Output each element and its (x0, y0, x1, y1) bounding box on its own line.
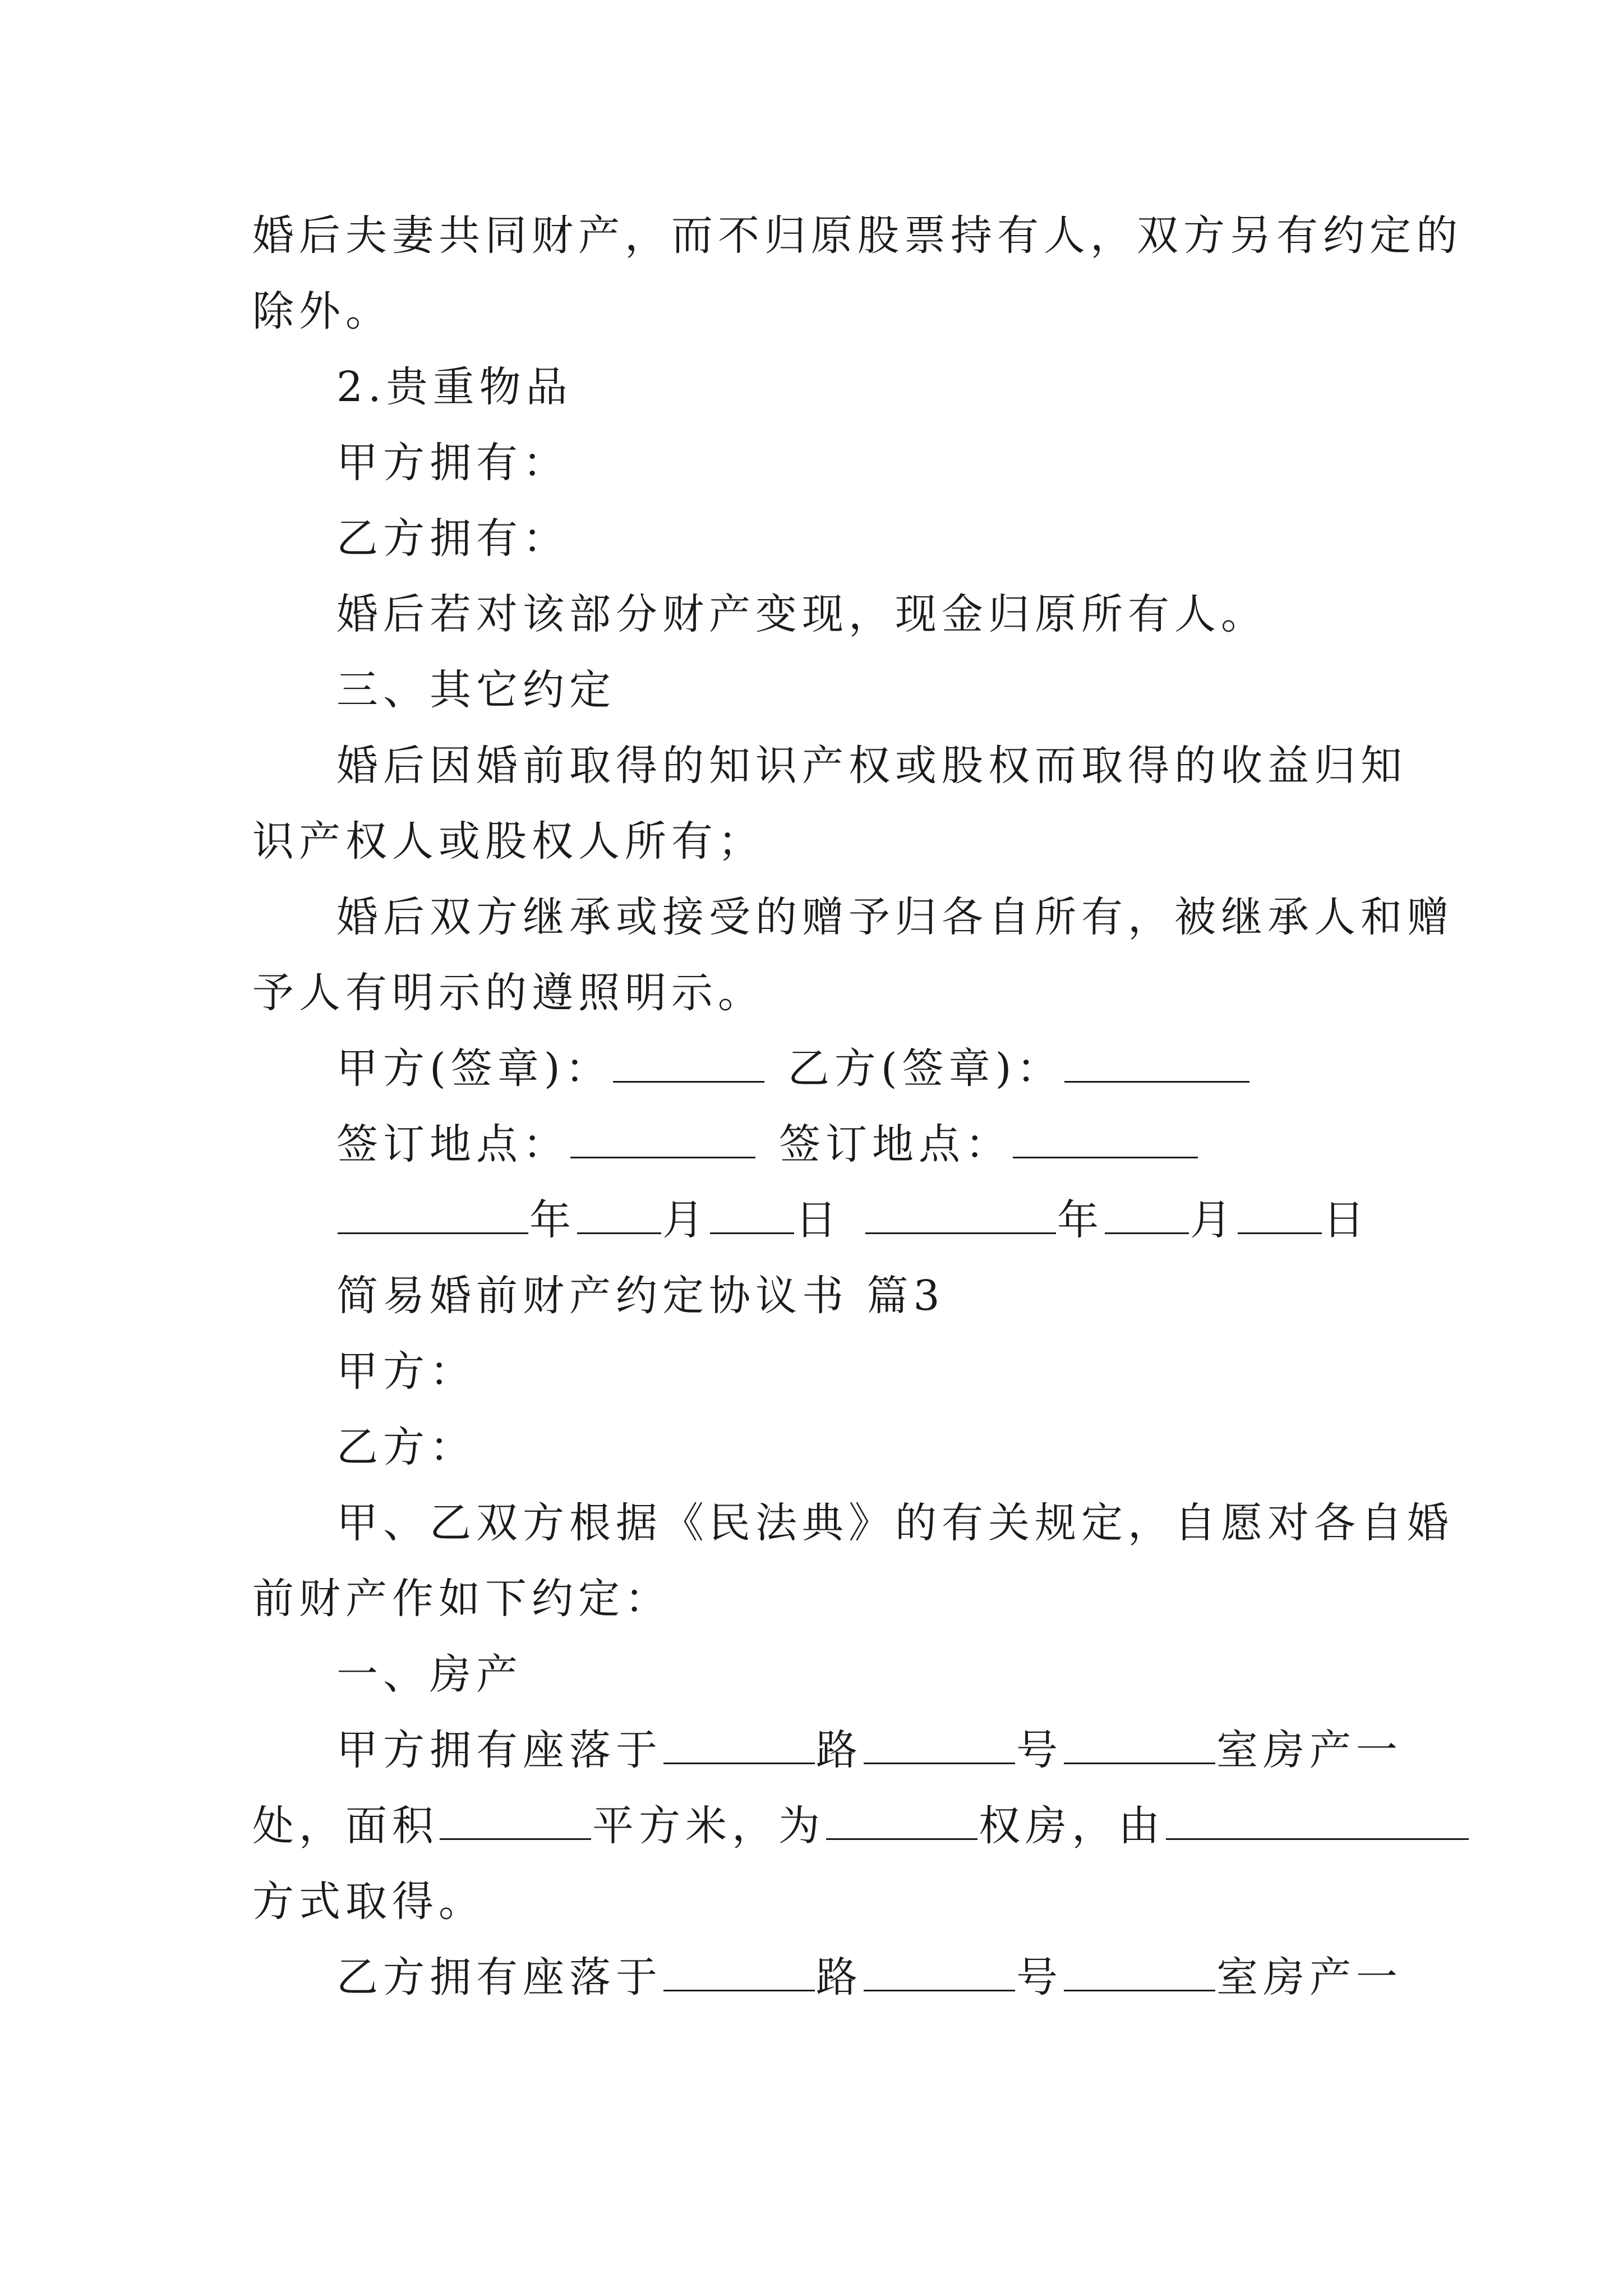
paragraph-line: 婚后若对该部分财产变现，现金归原所有人。 (336, 590, 1267, 638)
house-location-label: 乙方拥有座落于 (336, 1953, 662, 2001)
signing-place-label: 签订地点： (336, 1120, 569, 1168)
section-heading: 2.贵重物品 (336, 363, 573, 411)
paragraph-line: 婚后夫妻共同财产，而不归原股票持有人，双方另有约定的 (252, 211, 1463, 260)
paragraph-line: 甲方拥有： (336, 439, 569, 487)
paragraph-line: 除外。 (252, 287, 392, 335)
month-blank[interactable] (577, 1193, 661, 1234)
area-blank[interactable] (440, 1799, 591, 1840)
day-blank[interactable] (1238, 1193, 1322, 1234)
party-b-house-line (336, 1949, 1403, 2005)
year-blank[interactable] (865, 1193, 1056, 1234)
section-heading: 一、房产 (336, 1650, 523, 1699)
year-label: 年 (1057, 1196, 1104, 1244)
signing-place-blank[interactable] (570, 1117, 755, 1158)
road-blank[interactable] (663, 1950, 815, 1991)
party-b-signature-label: 乙方(签章)： (787, 1045, 1063, 1093)
acquisition-blank[interactable] (1166, 1799, 1469, 1840)
area-line (252, 1798, 1470, 1854)
room-label: 室房产一 (1216, 1953, 1403, 2001)
signing-place-line (336, 1116, 1199, 1172)
signing-place-blank[interactable] (1013, 1117, 1198, 1158)
number-label: 号 (1016, 1953, 1063, 2001)
party-a-signature-label: 甲方(签章)： (336, 1045, 612, 1093)
signing-place-label: 签订地点： (779, 1120, 1012, 1168)
month-label: 月 (662, 1196, 709, 1244)
party-a-label: 甲方： (336, 1347, 476, 1396)
paragraph-line: 方式取得。 (252, 1878, 485, 1926)
paragraph-line: 识产权人或股权人所有； (252, 817, 764, 866)
number-label: 号 (1016, 1726, 1063, 1774)
paragraph-line: 甲、乙双方根据《民法典》的有关规定，自愿对各自婚 (336, 1499, 1454, 1547)
house-location-label: 甲方拥有座落于 (336, 1726, 662, 1774)
number-blank[interactable] (864, 1950, 1015, 1991)
month-blank[interactable] (1105, 1193, 1189, 1234)
road-label: 路 (816, 1726, 863, 1774)
day-blank[interactable] (710, 1193, 794, 1234)
day-label: 日 (795, 1196, 842, 1244)
room-label: 室房产一 (1216, 1726, 1403, 1774)
year-blank[interactable] (338, 1193, 528, 1234)
signature-line (336, 1041, 1251, 1097)
ownership-blank[interactable] (826, 1799, 978, 1840)
party-a-house-line (336, 1722, 1403, 1778)
year-label: 年 (529, 1196, 576, 1244)
ownership-label: 权房，由 (979, 1802, 1165, 1850)
section-heading: 三、其它约定 (336, 666, 616, 714)
road-blank[interactable] (663, 1723, 815, 1764)
date-line (336, 1192, 1370, 1248)
area-label: 处，面积 (252, 1802, 439, 1850)
area-unit-label: 平方米，为 (592, 1802, 825, 1850)
room-blank[interactable] (1064, 1723, 1215, 1764)
number-blank[interactable] (864, 1723, 1015, 1764)
document-heading: 简易婚前财产约定协议书 篇3 (336, 1272, 945, 1320)
paragraph-line: 前财产作如下约定： (252, 1575, 671, 1623)
room-blank[interactable] (1064, 1950, 1215, 1991)
signature-blank[interactable] (613, 1042, 764, 1083)
paragraph-line: 婚后双方继承或接受的赠予归各自所有，被继承人和赠 (336, 893, 1454, 941)
day-label: 日 (1323, 1196, 1370, 1244)
signature-blank[interactable] (1064, 1042, 1249, 1083)
party-b-label: 乙方： (336, 1423, 476, 1471)
month-label: 月 (1190, 1196, 1237, 1244)
paragraph-line: 予人有明示的遵照明示。 (252, 969, 764, 1017)
road-label: 路 (816, 1953, 863, 2001)
paragraph-line: 婚后因婚前取得的知识产权或股权而取得的收益归知 (336, 742, 1407, 790)
paragraph-line: 乙方拥有： (336, 514, 569, 563)
